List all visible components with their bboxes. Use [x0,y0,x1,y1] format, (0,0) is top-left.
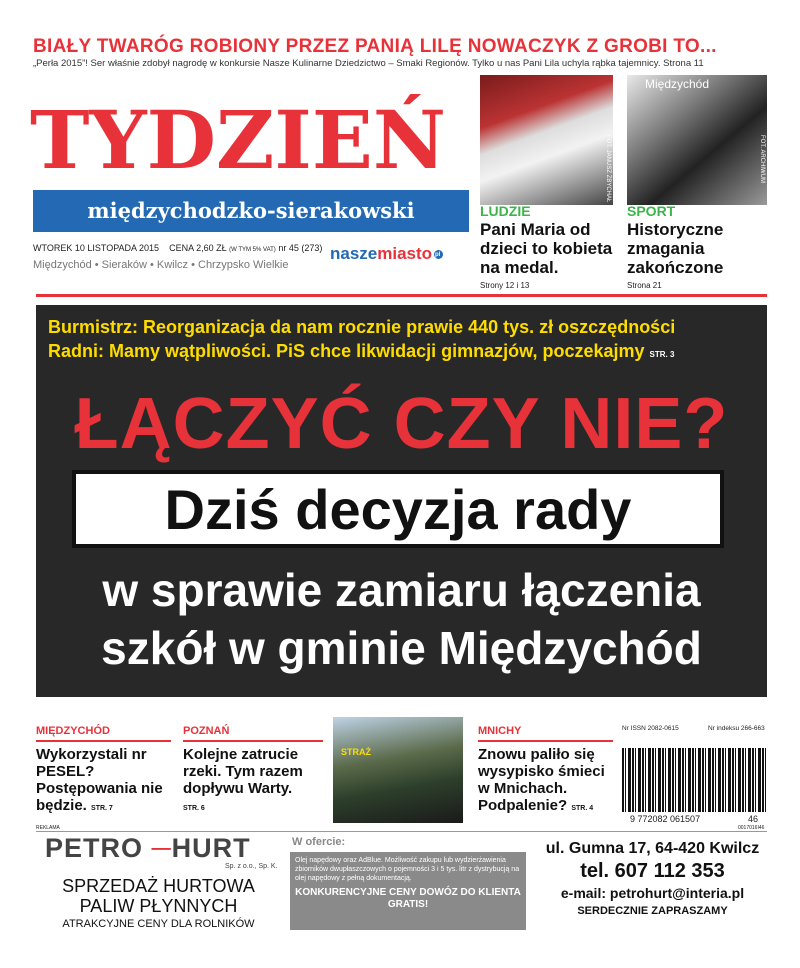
brief-rule [36,740,171,742]
issue-price: CENA 2,60 ZŁ [169,243,227,253]
side-story-headline[interactable]: Historyczne zmagania zakończone [627,220,724,277]
issn-number: Nr ISSN 2082-0615 [622,725,679,732]
issue-vat: (W TYM 5% VAT) [229,247,276,253]
ad-address: ul. Gumna 17, 64-420 Kwilcz [545,840,760,857]
towns-list: Międzychód • Sieraków • Kwilcz • Chrzypsko Wielkie [33,259,289,271]
ad-rule [36,831,767,832]
fire-brigade-photo[interactable] [333,717,463,823]
lead-question: ŁĄCZYĆ CZY NIE? [74,384,729,464]
fire-photo-text: STRAŻ [341,747,371,757]
logo-part-miasto: miasto [377,244,433,263]
brief-headline[interactable] [478,746,618,817]
barcode-suffix: 46 [748,814,759,824]
photo-credit: FOT. ARCHIWUM [759,135,765,183]
side-story-pages: Strona 21 [627,281,662,290]
brief-headline-text: Wykorzystali nr PESEL? Postępowania nie będzie. [36,746,163,814]
barcode-image [622,748,767,812]
photo-credit: FOT. JANUSZ ZBYCHAŁ [605,135,611,203]
ad-label: REKLAMA [36,825,60,831]
photo-overlay-text: Międzychód [645,77,710,91]
brief-section-label: MIĘDZYCHÓD [36,725,110,737]
brief-rule [183,740,323,742]
naszemiasto-logo[interactable] [330,244,440,264]
brief-headline[interactable] [183,746,328,817]
ad-phone[interactable]: tel. 607 112 353 [580,860,725,882]
lead-kicker-2-page: STR. 3 [649,350,675,359]
lead-kicker-1: Burmistrz: Reorganizacja da nam rocznie prawie 440 tys. zł oszczędności [48,317,676,337]
ad-line-1: SPRZEDAŻ HURTOWA [62,876,255,896]
ad-offer-box [290,852,526,930]
ad-company-part-b: HURT [171,833,251,863]
brief-section-label: POZNAŃ [183,725,230,737]
top-teaser-subline: „Perła 2015”! Ser właśnie zdobył nagrodę w konkursie Nasze Kulinarne Dziedzictwo – Smaki Regionów. Tylko u nas Pani Lila uchyla rąbka tajemnicy. Strona 11 [33,58,704,69]
lead-line-1: w sprawie zamiaru łączenia [102,564,701,616]
ad-company-form: Sp. z o.o., Sp. K. [225,863,278,870]
ad-company-dash: ─ [143,833,172,863]
logo-part-pl: pl [435,251,441,258]
barcode-number: 9 772082 061507 [630,814,701,824]
region-bar: międzychodzko-sierakowski [33,190,469,232]
brief-headline[interactable] [36,746,176,817]
issue-date: WTOREK 10 LISTOPADA 2015 [33,243,160,253]
divider-rule [36,294,767,297]
brief-rule [478,740,613,742]
ad-company-name[interactable] [45,833,285,864]
ad-contact-block [540,840,765,917]
top-teaser-headline[interactable]: BIAŁY TWARÓG ROBIONY PRZEZ PANIĄ LILĘ NOWACZYK Z GROBI TO... [33,36,717,57]
ad-slogan: SERDECZNIE ZAPRASZAMY [577,905,728,917]
index-number: Nr indeksu 266-663 [708,725,765,732]
ludzie-photo[interactable] [480,75,613,205]
lead-kicker-2-text: Radni: Mamy wątpliwości. PiS chce likwidacji gimnazjów, poczekajmy [48,341,645,361]
ad-code: 0017016I46 [738,825,765,831]
brief-page-ref: STR. 4 [571,805,594,812]
ad-offer-cta: KONKURENCYJNE CENY DOWÓZ DO KLIENTA GRATIS! [295,887,521,910]
brief-headline-text: Kolejne zatrucie rzeki. Tym razem dopływu Warty. [183,746,303,797]
section-label-sport: SPORT [627,203,676,219]
ad-line-3: ATRAKCYJNE CENY DLA ROLNIKÓW [62,918,255,930]
ad-email[interactable]: e-mail: petrohurt@interia.pl [560,885,745,901]
logo-part-nasze: nasze [330,244,378,263]
ad-offer-text: Olej napędowy oraz AdBlue. Możliwość zakupu lub wydzierżawienia zbiorników dwupłaszczowych o pojemności 3 i 5 tys. litr z dystrybucją na olej napędowy z pełną dokumentacją. [295,857,520,882]
ad-company-part-a: PETRO [45,833,144,863]
brief-section-label: MNICHY [478,725,522,737]
brief-headline-text: Znowu paliło się wysypisko śmieci w Mnichach. Podpalenie? [478,746,605,814]
section-label-ludzie: LUDZIE [480,203,531,219]
brief-page-ref: STR. 6 [183,805,205,812]
ad-offer-title: W ofercie: [292,836,346,848]
lead-kicker-2 [48,341,768,362]
ad-line-2: PALIW PŁYNNYCH [79,896,238,916]
brief-page-ref: STR. 7 [91,805,113,812]
issue-info [33,243,333,253]
lead-line-2: szkół w gminie Międzychód [101,622,702,674]
masthead-title: TYDZIEŃ [30,93,446,187]
lead-boxed-headline: Dziś decyzja rady [72,470,724,548]
side-story-pages: Strony 12 i 13 [480,281,530,290]
sport-photo[interactable] [627,75,767,205]
issue-number: nr 45 (273) [278,243,323,253]
side-story-headline[interactable]: Pani Maria od dzieci to kobieta na medal. [480,220,613,277]
